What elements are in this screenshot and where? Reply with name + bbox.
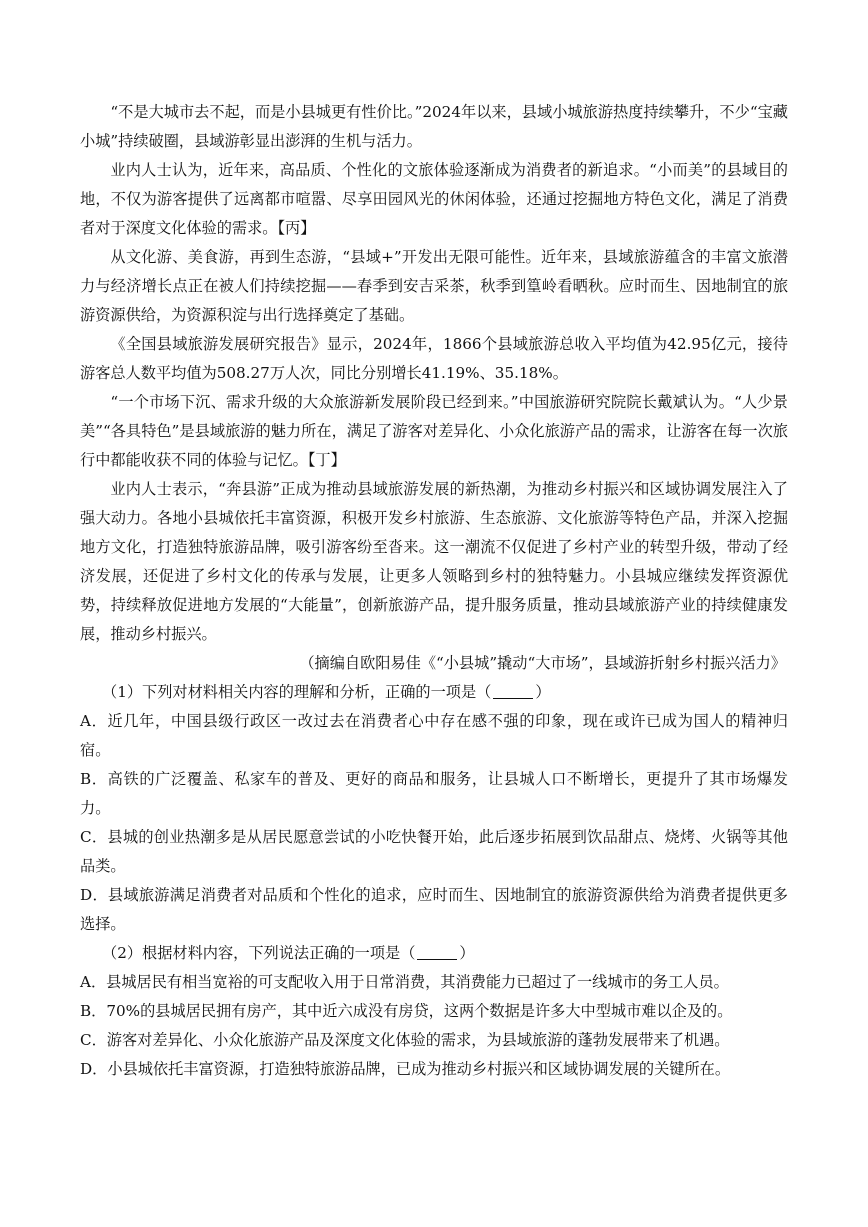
option-d: D．县域旅游满足消费者对品质和个性化的追求，应时而生、因地制宜的旅游资源供给为消费者提供更多选择。 [80,886,788,933]
answer-blank[interactable] [493,683,533,699]
question-prompt-text: （2）根据材料内容，下列说法正确的一项是（ [102,944,416,962]
option-b: B．70%的县城居民拥有房产，其中近六成没有房贷，这两个数据是许多大中型城市难以企及的。 [80,1002,733,1020]
article-body [80,98,788,678]
option-c: C．游客对差异化、小众化旅游产品及深度文化体验的需求，为县域旅游的蓬勃发展带来了机遇。 [80,1031,730,1049]
paragraph: 业内人士认为，近年来，高品质、个性化的文旅体验逐渐成为消费者的新追求。“小而美”的县域目的地，不仅为游客提供了远离都市喧嚣、尽享田园风光的休闲体验，还通过挖掘地方特色文化，满足了消费者对于深度文化体验的需求。【丙】 [80,161,788,237]
answer-blank[interactable] [417,944,457,960]
paragraph: 从文化游、美食游，再到生态游，“县域+”开发出无限可能性。近年来，县域旅游蕴含的丰富文旅潜力与经济增长点正在被人们持续挖掘——春季到安吉采茶，秋季到篁岭看晒秋。应时而生、因地制宜的旅游资源供给，为资源积淀与出行选择奠定了基础。 [80,248,788,324]
question-prompt-end: ） [535,683,551,701]
option-c: C．县城的创业热潮多是从居民愿意尝试的小吃快餐开始，此后逐步拓展到饮品甜点、烧烤、火锅等其他品类。 [80,828,788,875]
paragraph: “一个市场下沉、需求升级的大众旅游新发展阶段已经到来。”中国旅游研究院院长戴斌认为。“人少景美”“各具特色”是县域旅游的魅力所在，满足了游客对差异化、小众化旅游产品的需求，让游客在每一次旅行中都能收获不同的体验与记忆。【丁】 [80,393,788,469]
question-prompt [102,939,788,968]
paragraph: “不是大城市去不起，而是小县城更有性价比。”2024年以来，县域小城旅游热度持续攀升，不少“宝藏小城”持续破圈，县域游彰显出澎湃的生机与活力。 [80,103,788,150]
option-a: A．近几年，中国县级行政区一改过去在消费者心中存在感不强的印象，现在或许已成为国人的精神归宿。 [80,712,788,759]
question-prompt-text: （1）下列对材料相关内容的理解和分析，正确的一项是（ [102,683,492,701]
question-prompt-end: ） [459,944,475,962]
paragraph: 业内人士表示，“奔县游”正成为推动县域旅游发展的新热潮，为推动乡村振兴和区域协调发展注入了强大动力。各地小县城依托丰富资源，积极开发乡村旅游、生态旅游、文化旅游等特色产品，并深入挖掘地方文化，打造独特旅游品牌，吸引游客纷至沓来。这一潮流不仅促进了乡村产业的转型升级，带动了经济发展，还促进了乡村文化的传承与发展，让更多人领略到乡村的独特魅力。小县城应继续发挥资源优势，持续释放促进地方发展的“大能量”，创新旅游产品，提升服务质量，推动县域旅游产业的持续健康发展，推动乡村振兴。 [80,480,788,643]
option-a: A．县城居民有相当宽裕的可支配收入用于日常消费，其消费能力已超过了一线城市的务工人员。 [80,973,729,991]
question-prompt [102,678,788,707]
paragraph: 《全国县域旅游发展研究报告》显示，2024年，1866个县域旅游总收入平均值为42.95亿元，接待游客总人数平均值为508.27万人次，同比分别增长41.19%、35.18%。 [80,335,788,382]
option-b: B．高铁的广泛覆盖、私家车的普及、更好的商品和服务，让县城人口不断增长，更提升了其市场爆发力。 [80,770,788,817]
source-citation: （摘编自欧阳易佳《“小县城”撬动“大市场”，县域游折射乡村振兴活力》 [299,654,786,672]
option-d: D．小县城依托丰富资源，打造独特旅游品牌，已成为推动乡村振兴和区域协调发展的关键所在。 [80,1060,731,1078]
question-1 [80,678,788,939]
question-2 [80,939,788,1084]
